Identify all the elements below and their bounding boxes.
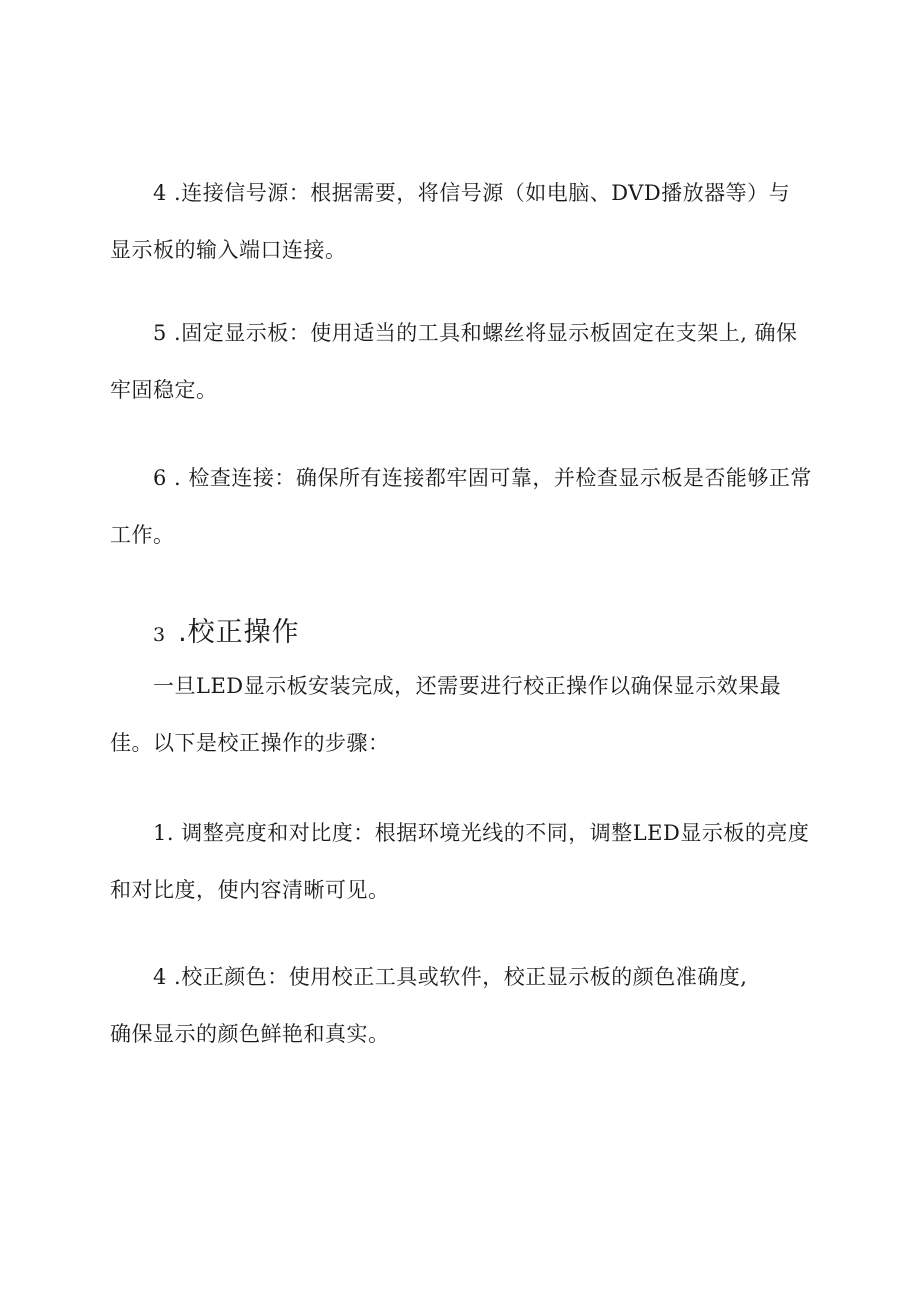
paragraph-line: 佳。以下是校正操作的步骤： — [110, 731, 390, 755]
section-heading — [153, 611, 300, 657]
paragraph-line: 牢固稳定。 — [110, 378, 218, 402]
section-title: .校正操作 — [178, 617, 300, 648]
paragraph-line: 工作。 — [110, 523, 175, 547]
paragraph-calib-step-4 — [110, 949, 818, 1063]
intro-paragraph — [110, 658, 818, 772]
paragraph-step-5 — [110, 305, 818, 419]
paragraph-line: 4 .连接信号源：根据需要，将信号源（如电脑、DVD播放器等）与 — [153, 181, 791, 205]
paragraph-line: 显示板的输入端口连接。 — [110, 238, 347, 262]
paragraph-line: 1. 调整亮度和对比度：根据环境光线的不同，调整LED显示板的亮度 — [153, 821, 810, 845]
paragraph-line: 确保显示的颜色鲜艳和真实。 — [110, 1022, 390, 1046]
paragraph-line: 6 . 检查连接：确保所有连接都牢固可靠，并检查显示板是否能够正常 — [153, 466, 812, 490]
paragraph-step-4 — [110, 165, 818, 279]
paragraph-step-6 — [110, 450, 818, 564]
paragraph-line: 5 .固定显示板：使用适当的工具和螺丝将显示板固定在支架上, 确保 — [153, 321, 798, 345]
paragraph-line: 和对比度，使内容清晰可见。 — [110, 878, 390, 902]
paragraph-line: 4 .校正颜色：使用校正工具或软件，校正显示板的颜色准确度, — [153, 965, 748, 989]
paragraph-line: 一旦LED显示板安装完成，还需要进行校正操作以确保显示效果最 — [153, 674, 782, 698]
paragraph-calib-step-1 — [110, 805, 818, 919]
section-number: 3 — [153, 624, 167, 646]
